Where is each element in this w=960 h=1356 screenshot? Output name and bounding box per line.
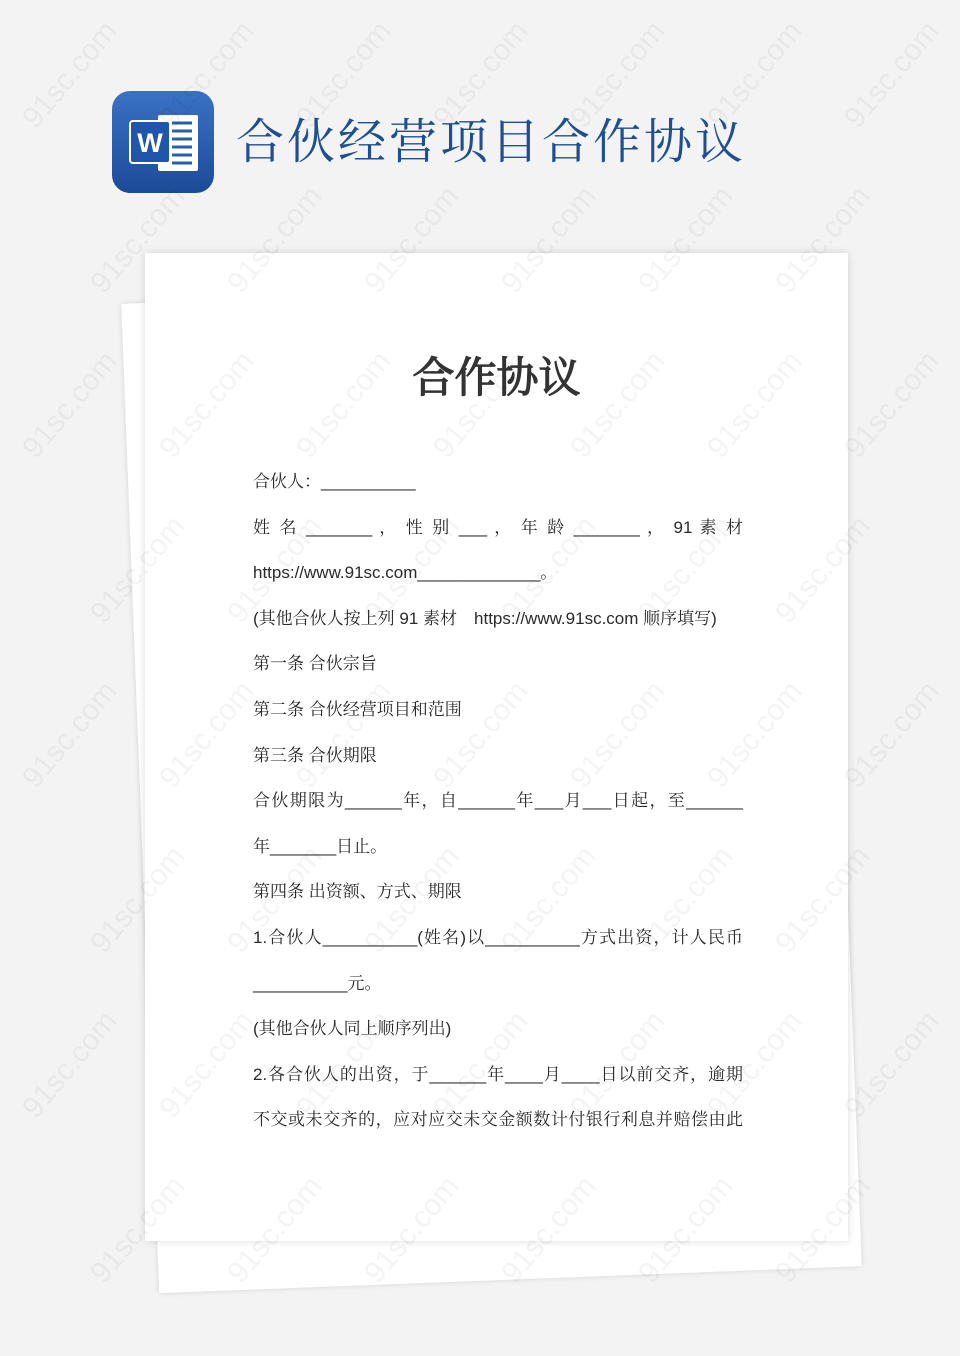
document-title: 合作协议 [412, 354, 581, 401]
term-period-line: 合伙期限为______年，自______年___月___日起，至______ [253, 791, 743, 811]
article-4-heading: 第四条 出资额、方式、期限 [253, 882, 462, 902]
partner-info-line: 姓 名 _______ ， 性 别 ___ ， 年 龄 _______ ， 91 素 材 [253, 517, 743, 537]
contribution-clause-2-cont: 不交或未交齐的，应对应交未交金额数计付银行利息并赔偿由此 [253, 1110, 743, 1130]
contribution-clause-1: 1.合伙人__________(姓名)以__________方式出资，计人民币 [253, 927, 743, 947]
contribution-clause-1-end: __________元。 [253, 973, 382, 993]
partner-url-line: https://www.91sc.com_____________。 [253, 563, 558, 583]
page-title: 合伙经营项目合作协议 [236, 116, 747, 169]
partner-note: (其他合伙人按上列 91 素材 https://www.91sc.com 顺序填写) [253, 608, 717, 628]
article-1-heading: 第一条 合伙宗旨 [253, 654, 377, 674]
document-body [253, 459, 743, 1143]
document-page [145, 253, 848, 1241]
word-icon-letter: W [137, 128, 163, 158]
contribution-clause-2: 2.各合伙人的出资，于______年____月____日以前交齐，逾期 [253, 1064, 743, 1084]
contribution-note: (其他合伙人同上顺序列出) [253, 1019, 452, 1039]
term-period-line-end: 年_______日止。 [253, 836, 388, 856]
partner-field: 合伙人：__________ [253, 472, 416, 491]
article-3-heading: 第三条 合伙期限 [253, 745, 377, 765]
article-2-heading: 第二条 合伙经营项目和范围 [253, 699, 462, 719]
